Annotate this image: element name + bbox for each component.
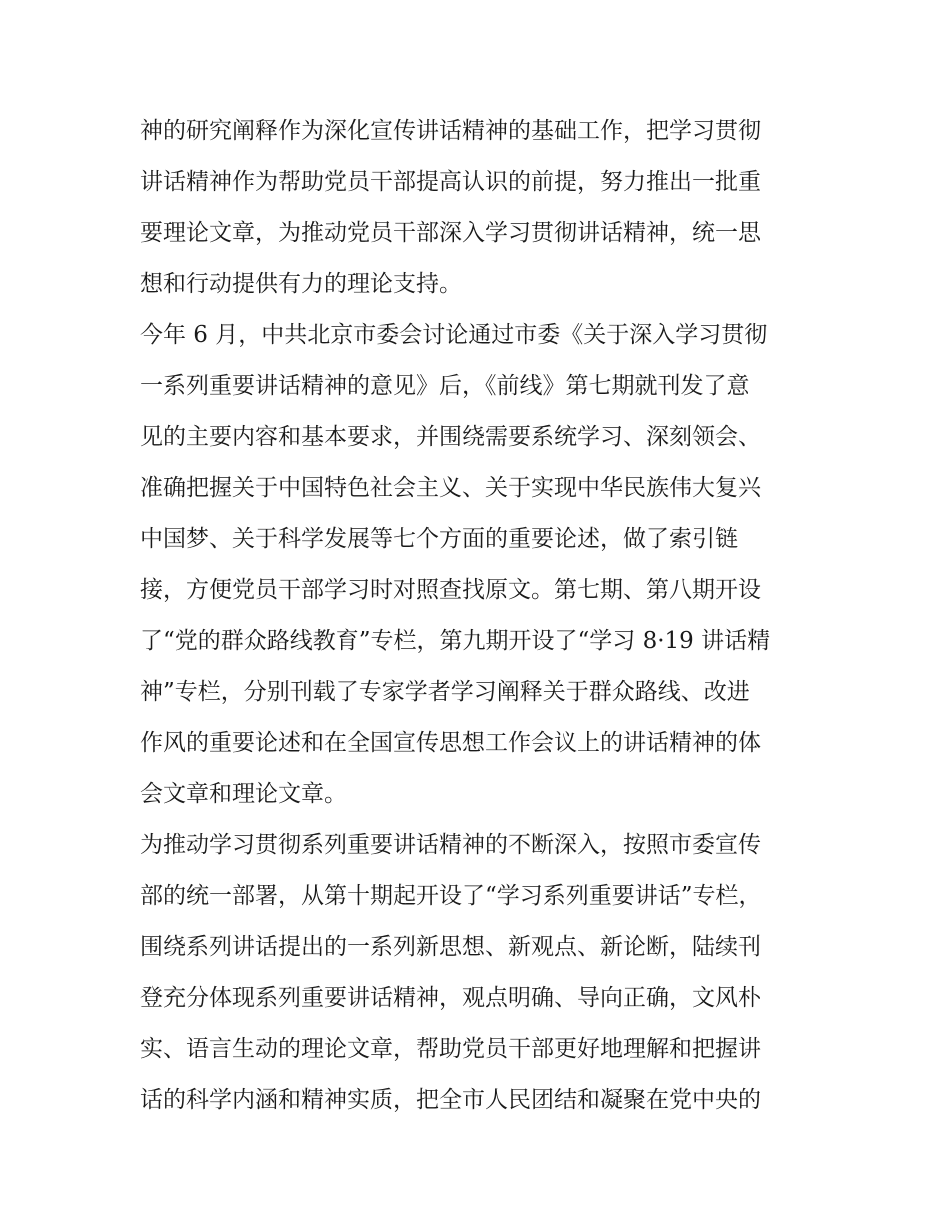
text-line: 讲话精神作为帮助党员干部提高认识的前提，努力推出一批重 — [140, 169, 761, 195]
text-line: 神”专栏，分别刊载了专家学者学习阐释关于群众路线、改进 — [140, 679, 750, 705]
paragraph-1 — [140, 106, 820, 310]
text-line: 准确把握关于中国特色社会主义、关于实现中华民族伟大复兴 — [140, 475, 761, 501]
text-line: 作风的重要论述和在全国宣传思想工作会议上的讲话精神的体 — [140, 730, 761, 756]
text-line: 想和行动提供有力的理论支持。 — [140, 271, 462, 297]
paragraph-2 — [140, 310, 820, 820]
text-line: 了“党的群众路线教育”专栏，第九期开设了“学习 8·19 讲话精 — [140, 628, 771, 654]
text-line: 会文章和理论文章。 — [140, 781, 347, 807]
document-body — [140, 106, 820, 1126]
text-line: 中国梦、关于科学发展等七个方面的重要论述，做了索引链 — [140, 526, 738, 552]
text-line: 话的科学内涵和精神实质，把全市人民团结和凝聚在党中央的 — [140, 1087, 761, 1113]
text-line: 实、语言生动的理论文章，帮助党员干部更好地理解和把握讲 — [140, 1036, 761, 1062]
text-line: 为推动学习贯彻系列重要讲话精神的不断深入，按照市委宣传 — [140, 832, 761, 858]
text-line: 围绕系列讲话提出的一系列新思想、新观点、新论断，陆续刊 — [140, 934, 761, 960]
text-line: 见的主要内容和基本要求，并围绕需要系统学习、深刻领会、 — [140, 424, 761, 450]
text-line: 接，方便党员干部学习时对照查找原文。第七期、第八期开设 — [140, 577, 761, 603]
text-line: 要理论文章，为推动党员干部深入学习贯彻讲话精神，统一思 — [140, 220, 761, 246]
text-line: 登充分体现系列重要讲话精神，观点明确、导向正确，文风朴 — [140, 985, 761, 1011]
text-line: 部的统一部署，从第十期起开设了“学习系列重要讲话”专栏， — [140, 883, 762, 909]
text-line: 一系列重要讲话精神的意见》后，《前线》第七期就刊发了意 — [140, 373, 750, 399]
text-line: 今年 6 月，中共北京市委会讨论通过市委《关于深入学习贯彻 — [140, 322, 768, 348]
text-line: 神的研究阐释作为深化宣传讲话精神的基础工作，把学习贯彻 — [140, 118, 761, 144]
paragraph-3 — [140, 820, 820, 1126]
